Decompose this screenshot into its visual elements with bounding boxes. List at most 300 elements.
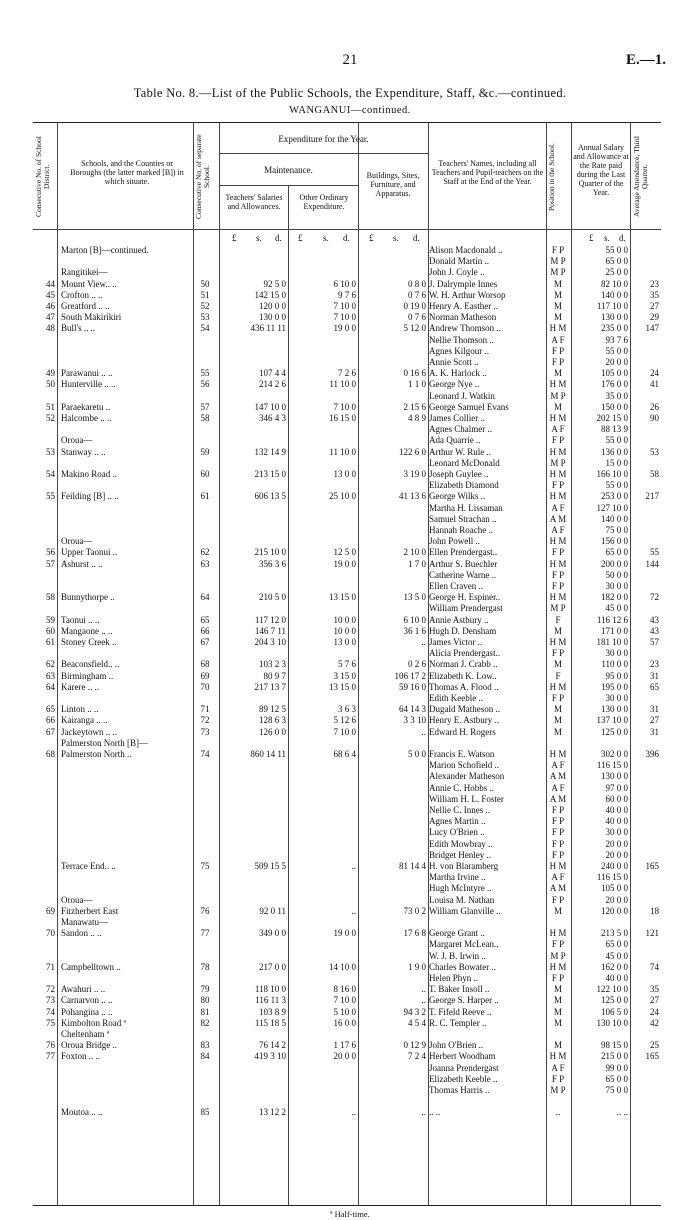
position-value: H M — [549, 379, 567, 390]
teacher-name: Hugh McIntyre .. — [429, 883, 492, 894]
salaries-value: 116 11 3 — [255, 995, 286, 1006]
other-expenditure-value: 1 17 6 — [333, 1040, 356, 1051]
table-row — [33, 581, 661, 592]
position-value: A F — [551, 502, 565, 513]
salaries-value: 606 13 5 — [254, 491, 286, 502]
table-row — [33, 447, 661, 458]
district-number: 65 — [46, 704, 55, 715]
salaries-value: 142 15 0 — [254, 289, 286, 300]
annual-salary-value: 75 0 0 — [605, 1085, 628, 1095]
position-value: A F — [551, 872, 565, 883]
district-number: 45 — [46, 289, 55, 300]
other-expenditure-value: 19 0 0 — [333, 558, 356, 569]
attendance-value: 72 — [650, 592, 659, 603]
units-row — [33, 233, 661, 245]
table-row — [33, 435, 661, 446]
teacher-name: Elizabeth Keeble .. — [429, 1073, 498, 1084]
other-expenditure-value: 7 2 6 — [338, 368, 356, 379]
attendance-value: 41 — [650, 379, 659, 390]
school-name: Fitzherbert East — [61, 905, 119, 916]
buildings-value: 5 12 0 — [403, 323, 426, 334]
salaries-value: 103 8 9 — [259, 1006, 286, 1017]
salaries-value: 126 0 0 — [259, 726, 286, 737]
table-row — [33, 301, 661, 312]
position-value: M — [553, 368, 562, 379]
separate-number: 82 — [200, 1017, 210, 1028]
position-value: F P — [551, 939, 565, 950]
salaries-value: 860 14 11 — [250, 749, 286, 759]
teacher-name: Ada Quarrie .. — [429, 435, 481, 446]
teacher-name: W. J. B. Irwin .. — [429, 950, 486, 961]
separate-number: 56 — [200, 379, 210, 390]
buildings-value: 73 0 2 — [403, 905, 426, 916]
annual-salary-value: 40 0 0 — [605, 973, 628, 983]
school-name: Oroua— — [61, 435, 93, 446]
district-number: 66 — [46, 715, 55, 726]
table-row — [33, 895, 661, 906]
annual-salary-value: 40 0 0 — [605, 805, 628, 815]
table-row — [33, 939, 661, 950]
table-row — [33, 1040, 661, 1051]
salaries-value: 204 3 10 — [254, 637, 286, 647]
table-row — [33, 346, 661, 357]
school-name: Palmerston North [B]— — [61, 737, 148, 748]
header-expenditure: Expenditure for the Year. — [278, 134, 369, 144]
annual-salary-value: 65 0 0 — [605, 547, 628, 558]
other-expenditure-value: 7 10 0 — [333, 726, 356, 737]
unit-pence: d. — [343, 233, 350, 243]
buildings-value: 1 7 0 — [408, 558, 426, 569]
district-number: 49 — [46, 368, 55, 379]
school-name: Foxton .. .. — [61, 1051, 101, 1062]
district-number: 68 — [46, 749, 55, 759]
table-row — [33, 279, 661, 290]
school-name: Carnarvon .. .. — [61, 995, 113, 1006]
position-value: A F — [551, 525, 565, 535]
school-name: Mangaone .. .. — [61, 625, 113, 636]
table-row — [33, 1107, 661, 1118]
teacher-name: Arthur S. Buechler — [429, 558, 498, 569]
table-row — [33, 335, 661, 346]
district-number: 70 — [46, 928, 55, 939]
table-row — [33, 391, 661, 402]
teacher-name: Thomas A. Flood .. — [429, 681, 499, 692]
district-number: 52 — [46, 413, 55, 423]
school-name: South Makirikiri — [61, 312, 122, 323]
annual-salary-value: 30 0 0 — [605, 648, 628, 659]
table-row — [33, 615, 661, 626]
attendance-value: 53 — [650, 446, 659, 457]
annual-salary-value: 136 0 0 — [601, 446, 628, 457]
table-row — [33, 928, 661, 939]
attendance-value: 90 — [650, 413, 659, 423]
table-row — [33, 491, 661, 502]
annual-salary-value: 40 0 0 — [605, 816, 628, 827]
teacher-name: James Collier .. — [429, 413, 485, 423]
annual-salary-value: 88 13 9 — [601, 424, 628, 435]
separate-number: 70 — [200, 681, 210, 692]
salaries-value: 107 4 4 — [259, 368, 286, 379]
annual-salary-value: 176 0 0 — [601, 379, 628, 390]
other-expenditure-value: 7 10 0 — [333, 995, 356, 1006]
annual-salary-value: 30 0 0 — [605, 581, 628, 591]
teacher-name: R. C. Templer .. — [429, 1017, 487, 1028]
footnote: ª Half-time. — [330, 1209, 370, 1219]
teacher-name: Nellie C. Innes .. — [429, 805, 490, 815]
position-value: A M — [549, 793, 567, 804]
school-name: Taonui .. .. — [61, 614, 100, 625]
other-expenditure-value: .. — [351, 905, 356, 916]
teacher-name: Alison Macdonald .. — [429, 245, 503, 255]
district-number: 54 — [46, 469, 55, 479]
position-value: H M — [549, 413, 567, 423]
teacher-name: Annie Scott .. — [429, 357, 479, 367]
school-name: Mount View.. .. — [61, 278, 117, 289]
other-expenditure-value: 5 10 0 — [333, 1006, 356, 1017]
buildings-value: 0 8 0 — [408, 278, 426, 289]
separate-number: 76 — [200, 905, 210, 916]
attendance-value: 31 — [650, 670, 659, 681]
teacher-name: T. Baker Insoll .. — [429, 984, 490, 995]
buildings-value: 0 16 6 — [403, 368, 426, 379]
position-value: F P — [551, 547, 565, 558]
separate-number: 65 — [200, 614, 210, 625]
annual-salary-value: 60 0 0 — [605, 793, 628, 804]
position-value: F P — [551, 827, 565, 838]
separate-number: 69 — [200, 670, 210, 681]
annual-salary-value: 150 0 0 — [601, 401, 628, 412]
annual-salary-value: 20 0 0 — [605, 849, 628, 860]
attendance-value: 57 — [650, 637, 659, 647]
position-value: M — [553, 715, 562, 726]
position-value: M — [553, 726, 562, 737]
buildings-value: 1 9 0 — [408, 961, 426, 972]
teacher-name: James Victor .. — [429, 637, 483, 647]
school-name: Sandon .. .. — [61, 928, 102, 939]
attendance-value: 35 — [650, 984, 659, 995]
attendance-value: 165 — [645, 861, 659, 871]
separate-number: 78 — [200, 961, 210, 972]
position-value: A M — [549, 883, 567, 894]
unit-pence: d. — [413, 233, 420, 243]
annual-salary-value: 182 0 0 — [601, 592, 628, 603]
separate-number: 81 — [200, 1006, 210, 1017]
buildings-value: 3 3 10 — [403, 715, 426, 726]
table-row — [33, 323, 661, 334]
table-row — [33, 951, 661, 962]
position-value: M — [553, 278, 562, 289]
separate-number: 61 — [200, 491, 210, 502]
annual-salary-value: 162 0 0 — [601, 961, 628, 972]
buildings-value: 94 3 2 — [403, 1006, 426, 1017]
page-reference: E.—1. — [625, 52, 666, 68]
position-value: F P — [551, 581, 565, 591]
table-row — [33, 906, 661, 917]
attendance-value: 25 — [650, 1040, 659, 1051]
separate-number: 52 — [200, 301, 210, 311]
position-value: A F — [551, 760, 565, 771]
table-row — [33, 312, 661, 323]
annual-salary-value: 15 0 0 — [605, 457, 628, 468]
salaries-value: 115 18 5 — [254, 1017, 286, 1028]
other-expenditure-value: 10 0 0 — [333, 625, 356, 636]
teacher-name: Agnes Martin .. — [429, 816, 486, 827]
teacher-name: John J. Coyle .. — [429, 267, 485, 278]
separate-number: 54 — [200, 323, 210, 334]
salaries-value: 117 12 0 — [254, 614, 286, 625]
other-expenditure-value: 13 0 0 — [333, 469, 356, 479]
header-teachers: Teachers' Names, including all Teachers and Pupil-teachers on the Staff at the End of the Year. — [431, 159, 544, 186]
other-expenditure-value: 10 0 0 — [333, 614, 356, 625]
other-expenditure-value: 16 15 0 — [329, 413, 356, 423]
table-row — [33, 783, 661, 794]
school-name: Parawanui .. .. — [61, 368, 113, 379]
salaries-value: 103 2 3 — [259, 659, 286, 670]
position-value: F P — [551, 838, 565, 849]
buildings-value: .. — [421, 726, 426, 737]
district-number: 72 — [46, 984, 55, 995]
school-name: Rangitikei— — [61, 267, 108, 278]
other-expenditure-value: 19 0 0 — [333, 323, 356, 334]
separate-number: 80 — [200, 995, 210, 1006]
annual-salary-value: 65 0 0 — [605, 1073, 628, 1084]
teacher-name: George S. Harper .. — [429, 995, 499, 1006]
salaries-value: 217 0 0 — [259, 961, 286, 972]
buildings-value: 0 7 6 — [408, 289, 426, 300]
annual-salary-value: 30 0 0 — [605, 827, 628, 838]
table-row — [33, 1085, 661, 1096]
teacher-name: Edith Mowbray .. — [429, 838, 493, 849]
unit-pence: d. — [275, 233, 282, 243]
buildings-value: 122 6 0 — [399, 446, 426, 457]
position-value: F P — [551, 435, 565, 446]
unit-pence: d. — [619, 233, 626, 243]
annual-salary-value: 55 0 0 — [605, 480, 628, 491]
table-row — [33, 973, 661, 984]
annual-salary-value: 98 15 0 — [601, 1040, 628, 1051]
district-number: 47 — [46, 312, 55, 323]
position-value: H M — [549, 928, 567, 939]
annual-salary-value: 137 10 0 — [596, 715, 628, 726]
teacher-name: Alicia Prendergast.. — [429, 648, 501, 659]
teacher-name: T. Fifeld Reeve .. — [429, 1006, 492, 1017]
attendance-value: 121 — [645, 928, 659, 939]
buildings-value: 106 17 2 — [394, 670, 426, 681]
annual-salary-value: 45 0 0 — [605, 950, 628, 961]
teacher-name: John Powell .. — [429, 536, 481, 547]
salaries-value: 356 3 6 — [259, 558, 286, 569]
salaries-value: 346 4 3 — [259, 413, 286, 423]
school-name: Marton [B]—continued. — [61, 245, 149, 255]
position-value: F P — [551, 816, 565, 827]
annual-salary-value: 20 0 0 — [605, 357, 628, 367]
position-value: A M — [549, 513, 567, 524]
position-value: F — [555, 670, 561, 681]
other-expenditure-value: 7 10 0 — [333, 301, 356, 311]
table-row — [33, 682, 661, 693]
annual-salary-value: 117 10 0 — [596, 301, 628, 311]
other-expenditure-value: 13 15 0 — [329, 592, 356, 603]
salaries-value: 13 12 2 — [259, 1107, 286, 1118]
other-expenditure-value: 7 10 0 — [333, 312, 356, 323]
annual-salary-value: 215 0 0 — [601, 1051, 628, 1062]
teacher-name: Norman J. Crabb .. — [429, 659, 498, 670]
teacher-name: William Glanville .. — [429, 905, 501, 916]
position-value: F P — [551, 569, 565, 580]
other-expenditure-value: 7 10 0 — [333, 401, 356, 412]
table-row — [33, 850, 661, 861]
district-number: 51 — [46, 401, 55, 412]
table-row — [33, 503, 661, 514]
table-row — [33, 704, 661, 715]
school-name: Beaconsfield.. .. — [61, 659, 120, 670]
table-row — [33, 671, 661, 682]
position-value: M — [553, 704, 562, 715]
table-row — [33, 648, 661, 659]
position-value: H M — [549, 558, 567, 569]
other-expenditure-value: 14 10 0 — [329, 961, 356, 972]
table-row — [33, 1018, 661, 1029]
separate-number: 62 — [200, 547, 210, 558]
annual-salary-value: 130 0 0 — [601, 312, 628, 323]
annual-salary-value: 130 10 0 — [596, 1017, 628, 1028]
other-expenditure-value: 3 15 0 — [333, 670, 356, 681]
position-value: F — [555, 614, 561, 625]
position-value: M — [553, 1017, 562, 1028]
school-name: Makino Road .. — [61, 469, 117, 479]
annual-salary-value: 130 0 0 — [601, 704, 628, 715]
table-row — [33, 525, 661, 536]
table-row — [33, 368, 661, 379]
district-number: 58 — [46, 592, 55, 603]
position-value: A F — [551, 424, 565, 435]
table-row — [33, 480, 661, 491]
school-name: Feilding [B] .. .. — [61, 491, 119, 502]
teacher-name: Leonard McDonald — [429, 457, 500, 468]
teacher-name: Dugald Matheson .. — [429, 704, 500, 715]
schools-table — [33, 122, 661, 1206]
page-number: 21 — [342, 52, 358, 68]
header-salaries: Teachers' Salaries and Allowances. — [225, 193, 283, 211]
buildings-value: 2 10 0 — [403, 547, 426, 558]
attendance-value: 27 — [650, 995, 659, 1006]
school-name: Karere .. .. — [61, 681, 99, 692]
annual-salary-value: 116 15 0 — [596, 872, 628, 883]
district-number: 57 — [46, 558, 55, 569]
other-expenditure-value: 12 5 0 — [333, 547, 356, 558]
buildings-value: 7 2 4 — [408, 1051, 426, 1062]
header-consec-district: Consecutive No. of School District. — [34, 136, 51, 218]
annual-salary-value: 65 0 0 — [605, 256, 628, 267]
salaries-value: 214 2 6 — [259, 379, 286, 390]
district-number: 60 — [46, 625, 55, 636]
table-row — [33, 469, 661, 480]
other-expenditure-value: 8 16 0 — [333, 984, 356, 995]
teacher-name: William Prendergast — [429, 603, 503, 614]
table-row — [33, 749, 661, 760]
school-name: Campbelltown .. — [61, 961, 121, 972]
teacher-name: Alexander Matheson — [429, 771, 505, 782]
position-value: F P — [551, 480, 565, 491]
school-name: Jackeytown .. .. — [61, 726, 117, 737]
separate-number: 68 — [200, 659, 210, 670]
position-value: M — [553, 659, 562, 670]
separate-number: 71 — [200, 704, 210, 715]
annual-salary-value: 195 0 0 — [601, 681, 628, 692]
attendance-value: 24 — [650, 368, 659, 379]
table-row — [33, 1029, 661, 1040]
position-value: M — [553, 995, 562, 1006]
other-expenditure-value: 9 7 6 — [338, 289, 356, 300]
position-value: H M — [549, 681, 567, 692]
position-value: H M — [549, 749, 567, 759]
table-row — [33, 290, 661, 301]
school-name: Kimbolton Road ª — [61, 1017, 126, 1028]
buildings-value: 81 14 4 — [399, 861, 426, 871]
table-row — [33, 872, 661, 883]
teacher-name: Leonard J. Watkin — [429, 390, 495, 401]
table-row — [33, 603, 661, 614]
separate-number: 51 — [200, 289, 210, 300]
teacher-name: Henry A. Easther .. — [429, 301, 498, 311]
attendance-value: 65 — [650, 681, 659, 692]
attendance-value: 18 — [650, 905, 659, 916]
separate-number: 67 — [200, 637, 210, 647]
salaries-value: 349 0 0 — [259, 928, 286, 939]
teacher-name: George Wilks .. — [429, 491, 486, 502]
other-expenditure-value: 13 15 0 — [329, 681, 356, 692]
salaries-value: 436 11 11 — [250, 323, 286, 334]
other-expenditure-value: 16 0 0 — [333, 1017, 356, 1028]
unit-pound: £ — [232, 233, 237, 243]
buildings-value: 5 0 0 — [408, 749, 426, 759]
district-number: 61 — [46, 637, 55, 647]
school-name: Ashurst .. .. — [61, 558, 103, 569]
table-row — [33, 1063, 661, 1074]
teacher-name: W. H. Arthur Worsop — [429, 289, 506, 300]
district-number: 63 — [46, 670, 55, 681]
table-title: Table No. 8.—List of the Public Schools, the Expenditure, Staff, &c.—continued. — [133, 86, 567, 100]
position-value: A F — [551, 334, 565, 345]
teacher-name: Annie Astbury .. — [429, 614, 489, 625]
annual-salary-value: 105 0 0 — [601, 883, 628, 894]
school-name: Hunterville .. .. — [61, 379, 116, 390]
position-value: F P — [551, 648, 565, 659]
table-row — [33, 861, 661, 872]
annual-salary-value: 253 0 0 — [601, 491, 628, 502]
salaries-value: 215 10 0 — [254, 547, 286, 558]
teacher-name: Andrew Thomson .. — [429, 323, 501, 334]
table-row — [33, 256, 661, 267]
district-number: 56 — [46, 547, 55, 558]
teacher-name: Agnes Chalmer .. — [429, 424, 492, 435]
position-value: M P — [550, 457, 566, 468]
annual-salary-value: .. .. — [616, 1107, 628, 1118]
annual-salary-value: 20 0 0 — [605, 838, 628, 849]
position-value: M P — [550, 267, 566, 278]
header-buildings: Buildings, Sites, Furniture, and Apparatus. — [366, 171, 420, 198]
school-name: Bull's .. .. — [61, 323, 96, 334]
position-value: H M — [549, 637, 567, 647]
annual-salary-value: 202 15 0 — [596, 413, 628, 423]
separate-number: 60 — [200, 469, 210, 479]
teacher-name: Lucy O'Brien .. — [429, 827, 485, 838]
position-value: M — [553, 289, 562, 300]
table-row — [33, 637, 661, 648]
district-number: 59 — [46, 614, 55, 625]
table-row — [33, 760, 661, 771]
buildings-value: 0 12 9 — [403, 1040, 426, 1051]
